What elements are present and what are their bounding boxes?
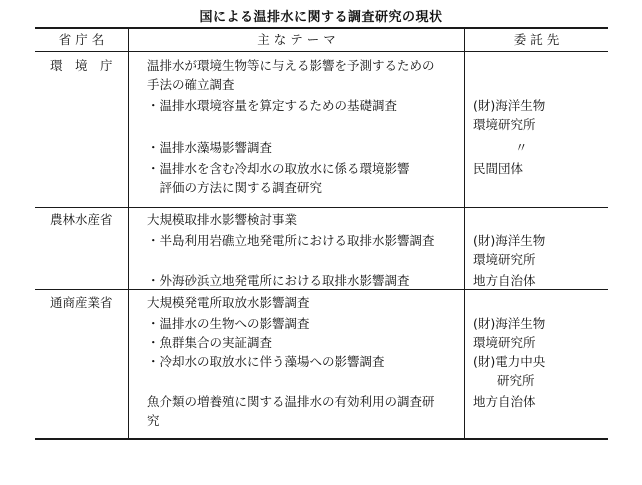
consignee-line bbox=[473, 293, 545, 312]
consignee-line: 地方自治体 bbox=[473, 394, 536, 409]
row-theme-agriculture bbox=[147, 210, 435, 290]
theme-line: ・冷却水の取放水に伴う藻場への影響調査 bbox=[147, 354, 385, 369]
consignee-line: 研究所 bbox=[497, 373, 535, 388]
column-divider-2 bbox=[464, 27, 465, 440]
consignee-line: 地方自治体 bbox=[473, 273, 536, 288]
theme-line: ・魚群集合の実証調査 bbox=[147, 335, 273, 350]
row-consignee-agriculture bbox=[473, 210, 545, 290]
row-divider-1 bbox=[35, 207, 608, 208]
theme-line: 大規模発電所取放水影響調査 bbox=[147, 295, 310, 310]
consignee-line bbox=[473, 56, 545, 75]
row-agency-environment: 環 境 庁 bbox=[50, 58, 113, 73]
consignee-line: (財)海洋生物 bbox=[473, 233, 546, 248]
column-divider-1 bbox=[128, 27, 129, 440]
consignee-line: (財)海洋生物 bbox=[473, 98, 546, 113]
table-top-border bbox=[35, 27, 608, 29]
theme-line: 大規模取排水影響検討事業 bbox=[147, 212, 298, 227]
row-theme-trade-industry bbox=[147, 293, 435, 430]
consignee-line: 〃 bbox=[515, 140, 528, 155]
header-theme: 主 な テ ー マ bbox=[257, 32, 336, 47]
theme-line: ・温排水の生物への影響調査 bbox=[147, 316, 310, 331]
table-bottom-border bbox=[35, 438, 608, 440]
row-agency-agriculture: 農林水産省 bbox=[50, 212, 113, 227]
row-agency-trade-industry: 通商産業省 bbox=[50, 295, 113, 310]
header-bottom-border bbox=[35, 51, 608, 52]
consignee-line: 環境研究所 bbox=[473, 335, 536, 350]
theme-line: 手法の確立調査 bbox=[147, 77, 235, 92]
theme-line: ・温排水環境容量を算定するための基礎調査 bbox=[147, 98, 398, 113]
theme-line: ・温排水を含む冷却水の取放水に係る環境影響 bbox=[147, 161, 410, 176]
header-agency: 省 庁 名 bbox=[58, 32, 105, 47]
row-consignee-trade-industry bbox=[473, 293, 545, 411]
consignee-line: 環境研究所 bbox=[473, 117, 536, 132]
theme-line: ・外海砂浜立地発電所における取排水影響調査 bbox=[147, 273, 410, 288]
consignee-line: 環境研究所 bbox=[473, 252, 536, 267]
consignee-line: (財)海洋生物 bbox=[473, 316, 546, 331]
theme-line bbox=[147, 371, 435, 390]
theme-line: 魚介類の増養殖に関する温排水の有効利用の調査研 bbox=[147, 394, 435, 409]
theme-line bbox=[147, 115, 435, 134]
header-consignee: 委 託 先 bbox=[513, 32, 560, 47]
theme-line: 究 bbox=[147, 413, 160, 428]
theme-line bbox=[147, 250, 435, 269]
table-title: 国による温排水に関する調査研究の現状 bbox=[199, 10, 443, 25]
row-theme-environment bbox=[147, 56, 435, 197]
theme-line: ・半島利用岩礁立地発電所における取排水影響調査 bbox=[147, 233, 435, 248]
consignee-line: 民間団体 bbox=[473, 161, 524, 176]
theme-line: ・温排水藻場影響調査 bbox=[147, 140, 273, 155]
consignee-line bbox=[473, 210, 545, 229]
consignee-line: (財)電力中央 bbox=[473, 354, 546, 369]
theme-line: 評価の方法に関する調査研究 bbox=[147, 180, 323, 195]
row-consignee-environment bbox=[473, 56, 545, 178]
consignee-line bbox=[473, 75, 545, 94]
theme-line: 温排水が環境生物等に与える影響を予測するための bbox=[147, 58, 435, 73]
